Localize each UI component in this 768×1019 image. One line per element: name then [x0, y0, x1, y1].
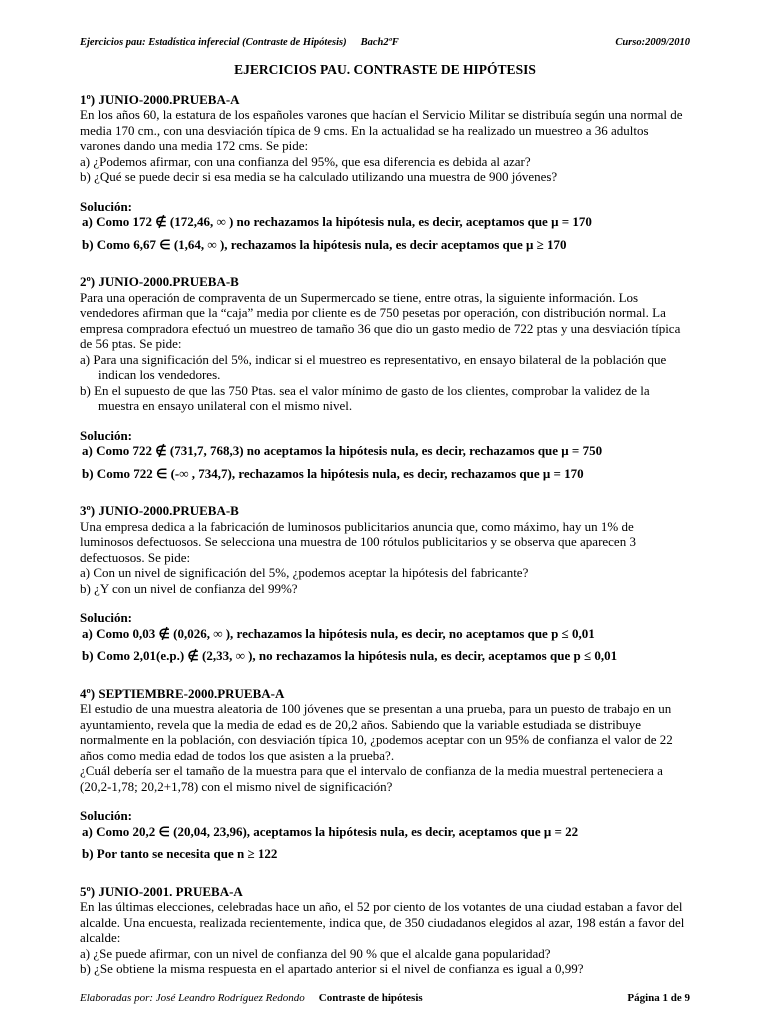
header-left: Ejercicios pau: Estadística inferecial (Contraste de Hipótesis) [80, 37, 347, 48]
exercise-list [80, 78, 690, 977]
exercise-item: b) ¿Y con un nivel de confianza del 99%? [80, 580, 298, 596]
solution-line: a) Como 722 ∉ (731,7, 768,3) no aceptamos la hipótesis nula, es decir, rechazamos que μ = 750 [82, 443, 603, 458]
solution-line: a) Como 20,2 ∈ (20,04, 23,96), aceptamos la hipótesis nula, es decir, aceptamos que μ = 22 [82, 823, 579, 839]
solution-label: Solución: [80, 610, 133, 625]
exercise-2 [80, 274, 690, 481]
footer-center: Contraste de hipótesis [318, 991, 423, 1004]
solution-label: Solución: [80, 808, 133, 823]
exercise-heading: 5º) JUNIO-2001. PRUEBA-A [80, 883, 243, 899]
exercise-text: Para una operación de compraventa de un Supermercado se tiene, entre otras, la siguiente información. Los vendedores afirman que la “caja” media por cliente es de 750 pesetas por operación, con distribución normal. La empresa compradora efectuó un muestreo de tamaño 36 que dio un gasto medio de 722 ptas y una desviación típica de 56 ptas. Se pide: [80, 289, 681, 351]
solution-line: b) Como 722 ∈ (-∞ , 734,7), rechazamos la hipótesis nula, es decir, rechazamos que μ = 170 [82, 465, 584, 481]
exercise-heading: 4º) SEPTIEMBRE-2000.PRUEBA-A [80, 685, 285, 701]
exercise-3 [80, 503, 690, 664]
exercise-text: ¿Cuál debería ser el tamaño de la muestra para que el intervalo de confianza de la media muestral perteneciera a (20,2-1,78; 20,2+1,78) con el mismo nivel de significación? [80, 763, 663, 794]
exercise-heading: 3º) JUNIO-2000.PRUEBA-B [80, 503, 239, 518]
footer-page: Página 1 de 9 [627, 991, 690, 1004]
page-title: EJERCICIOS PAU. CONTRASTE DE HIPÓTESIS [234, 62, 536, 77]
exercise-5 [80, 884, 690, 977]
page-footer [80, 977, 690, 1005]
exercise-item: b) En el supuesto de que las 750 Ptas. sea el valor mínimo de gasto de los clientes, comprobar la validez de la muestra en ensayo unilateral con el mismo nivel. [80, 382, 650, 413]
exercise-item: a) ¿Se puede afirmar, con un nivel de confianza del 90 % que el alcalde gana popularidad? [80, 945, 551, 961]
solution [80, 428, 690, 482]
solution-line: b) Como 6,67 ∈ (1,64, ∞ ), rechazamos la hipótesis nula, es decir aceptamos que μ ≥ 170 [82, 236, 567, 252]
solution-line: a) Como 172 ∉ (172,46, ∞ ) no rechazamos la hipótesis nula, es decir, aceptamos que μ = 170 [82, 214, 592, 229]
solution-label: Solución: [80, 198, 133, 214]
exercise-text: En los años 60, la estatura de los españoles varones que hacían el Servicio Militar se distribuía según una normal de media 170 cm., con una desviación típica de 9 cms. En la actualidad se ha realizado un muestreo a 36 adultos varones dando una media 172 cms. Se pide: [80, 107, 683, 153]
header-right: Curso:2009/2010 [615, 37, 690, 48]
exercise-4 [80, 686, 690, 862]
exercise-item: a) Para una significación del 5%, indicar si el muestreo es representativo, en ensayo bilateral de la población que indican los vendedores. [80, 351, 667, 382]
solution-line: b) Como 2,01(e.p.) ∉ (2,33, ∞ ), no rechazamos la hipótesis nula, es decir, aceptamos que p ≤ 0,01 [82, 648, 618, 663]
exercise-item: b) ¿Qué se puede decir si esa media se ha calculado utilizando una muestra de 900 jóvenes? [80, 169, 558, 184]
page-header [80, 36, 690, 49]
solution [80, 610, 690, 664]
solution-line: a) Como 0,03 ∉ (0,026, ∞ ), rechazamos la hipótesis nula, es decir, no aceptamos que p ≤ 0,01 [82, 625, 595, 641]
exercise-text: El estudio de una muestra aleatoria de 100 jóvenes que se presentan a una prueba, para un puesto de trabajo en un ayuntamiento, revela que la media de edad es de 20,2 años. Sabiendo que la variable estudiada se distribuye normalmente en la población, con desviación típica 10, ¿podemos aceptar con un 95% de confianza el valor de 22 años como media edad de todos los que asisten a la prueba?. [80, 701, 673, 763]
footer-author: Elaboradas por: José Leandro Rodríguez Redondo [80, 991, 305, 1004]
solution-line: b) Por tanto se necesita que n ≥ 122 [82, 846, 278, 861]
exercise-text: Una empresa dedica a la fabricación de luminosos publicitarios anuncia que, como máximo, hay un 1% de luminosos defectuosos. Se selecciona una muestra de 100 rótulos publicitarios y se observa que aparecen 3 defectuosos. Se pide: [80, 518, 636, 565]
exercise-item: a) Con un nivel de significación del 5%, ¿podemos aceptar la hipótesis del fabricante? [80, 565, 529, 580]
exercise-item: a) ¿Podemos afirmar, con una confianza del 95%, que esa diferencia es debida al azar? [80, 153, 531, 169]
header-center: Bach2ºF [360, 37, 399, 48]
solution [80, 808, 690, 862]
exercise-text: En las últimas elecciones, celebradas hace un año, el 52 por ciento de los votantes de una ciudad estaban a favor del alcalde. Una encuesta, realizada recientemente, indica que, de 350 ciudadanos elegidos al azar, 198 están a favor del alcalde: [80, 899, 685, 945]
exercise-item: b) ¿Se obtiene la misma respuesta en el apartado anterior si el nivel de confianza es igual a 0,99? [80, 961, 584, 976]
exercise-heading: 2º) JUNIO-2000.PRUEBA-B [80, 274, 239, 289]
exercise-1 [80, 92, 690, 253]
solution [80, 199, 690, 253]
exercise-heading: 1º) JUNIO-2000.PRUEBA-A [80, 91, 240, 107]
solution-label: Solución: [80, 427, 133, 443]
